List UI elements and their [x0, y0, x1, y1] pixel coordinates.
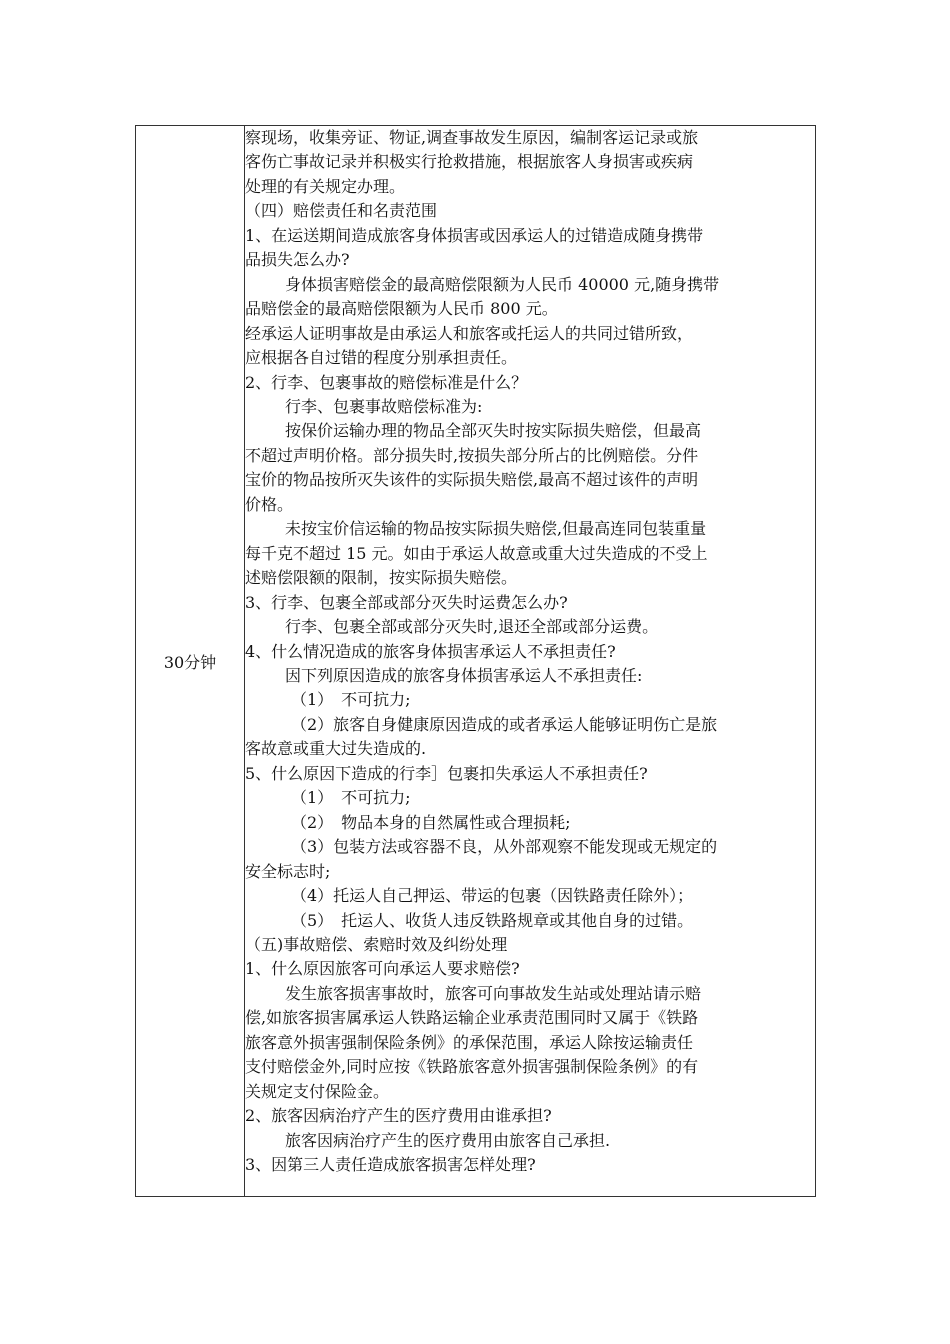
text-line: 述赔偿限额的限制，按实际损失赔偿。: [245, 568, 518, 588]
text-line: （1） 不可抗力;: [291, 690, 411, 710]
text-line: 客伤亡事故记录并积极实行抢救措施，根据旅客人身损害或疾病: [245, 152, 694, 172]
text-line: 行李、包裹全部或部分灭失时,退还全部或部分运费。: [285, 617, 659, 637]
text-line: 未按宝价信运输的物品按实际损失赔偿,但最高连同包装重量: [285, 519, 707, 539]
table-row: [136, 126, 816, 1197]
time-cell: 30分钟: [136, 126, 245, 1197]
text-line: （2）旅客自身健康原因造成的或者承运人能够证明伤亡是旅: [291, 714, 718, 734]
text-line: 按保价运输办理的物品全部灭失时按实际损失赔偿，但最高: [285, 421, 702, 441]
text-line: 价格。: [245, 494, 294, 514]
text-line: 安全标志时;: [245, 861, 331, 881]
text-line: （4）托运人自己押运、带运的包裹（因铁路责任除外）；: [291, 886, 694, 906]
text-line: 1、什么原因旅客可向承运人要求赔偿?: [245, 959, 520, 979]
text-line: 客故意或重大过失造成的.: [245, 739, 427, 759]
text-line: 5、什么原因下造成的行李］包裹扣失承运人不承担责任?: [245, 763, 648, 783]
text-line: （1） 不可抗力;: [291, 788, 411, 808]
text-line: 应根据各自过错的程度分别承担责任。: [245, 348, 518, 368]
text-line: 品损失怎么办?: [245, 250, 350, 270]
text-line: （5） 托运人、收货人违反铁路规章或其他自身的过错。: [291, 910, 694, 930]
text-line: 3、行李、包裹全部或部分灭失时运费怎么办?: [245, 592, 568, 612]
text-line: （四）赔偿责任和名责范围: [245, 201, 438, 221]
text-line: 4、什么情况造成的旅客身体损害承运人不承担责任?: [245, 641, 616, 661]
content-cell: [245, 126, 816, 1197]
text-line: 处理的有关规定办理。: [245, 176, 406, 196]
text-line: 2、旅客因病治疗产生的医疗费用由谁承担?: [245, 1106, 552, 1126]
text-line: （2） 物品本身的自然属性或合理损耗;: [291, 812, 571, 832]
text-line: 2、行李、包裹事故的赔偿标准是什么？: [245, 372, 528, 392]
text-line: 旅客意外损害强制保险条例》的承保范围，承运人除按运输责任: [245, 1032, 694, 1052]
text-line: 行李、包裹事故赔偿标准为:: [285, 396, 483, 416]
text-line: 察现场，收集旁证、物证,调查事故发生原因，编制客运记录或旅: [245, 128, 699, 147]
text-line: 支付赔偿金外,同时应按《铁路旅客意外损害强制保险条例》的有: [245, 1057, 699, 1077]
text-line: 1、在运送期间造成旅客身体损害或因承运人的过错造成随身携带: [245, 225, 704, 245]
text-line: 3、因第三人责任造成旅客损害怎样处理?: [245, 1155, 536, 1175]
text-line: 身体损害赔偿金的最高赔偿限额为人民币 40000 元,随身携带: [285, 274, 720, 294]
text-line: 偿,如旅客损害属承运人铁路运输企业承责范围同时又属于《铁路: [245, 1008, 699, 1028]
text-line: 旅客因病治疗产生的医疗费用由旅客自己承担.: [285, 1130, 611, 1150]
text-line: 经承运人证明事故是由承运人和旅客或托运人的共同过错所致，: [245, 323, 694, 343]
text-line: 关规定支付保险金。: [245, 1081, 390, 1101]
text-line: （3）包装方法或容器不良，从外部观察不能发现或无规定的: [291, 837, 718, 857]
text-line: 每千克不超过 15 元。如由于承运人故意或重大过失造成的不受上: [245, 543, 708, 563]
text-line: 不超过声明价格。部分损失时,按损失部分所占的比例赔偿。分件: [245, 445, 699, 465]
text-line: 品赔偿金的最高赔偿限额为人民币 800 元。: [245, 299, 558, 319]
text-line: （五)事故赔偿、索赔时效及纠纷处理: [245, 934, 508, 954]
content-table: [135, 125, 816, 1197]
text-lines: [245, 126, 815, 1177]
text-line: 因下列原因造成的旅客身体损害承运人不承担责任:: [285, 665, 643, 685]
text-line: 发生旅客损害事故时，旅客可向事故发生站或处理站请示赔: [285, 983, 702, 1003]
text-line: 宝价的物品按所灭失该件的实际损失赔偿,最高不超过该件的声明: [245, 470, 699, 490]
